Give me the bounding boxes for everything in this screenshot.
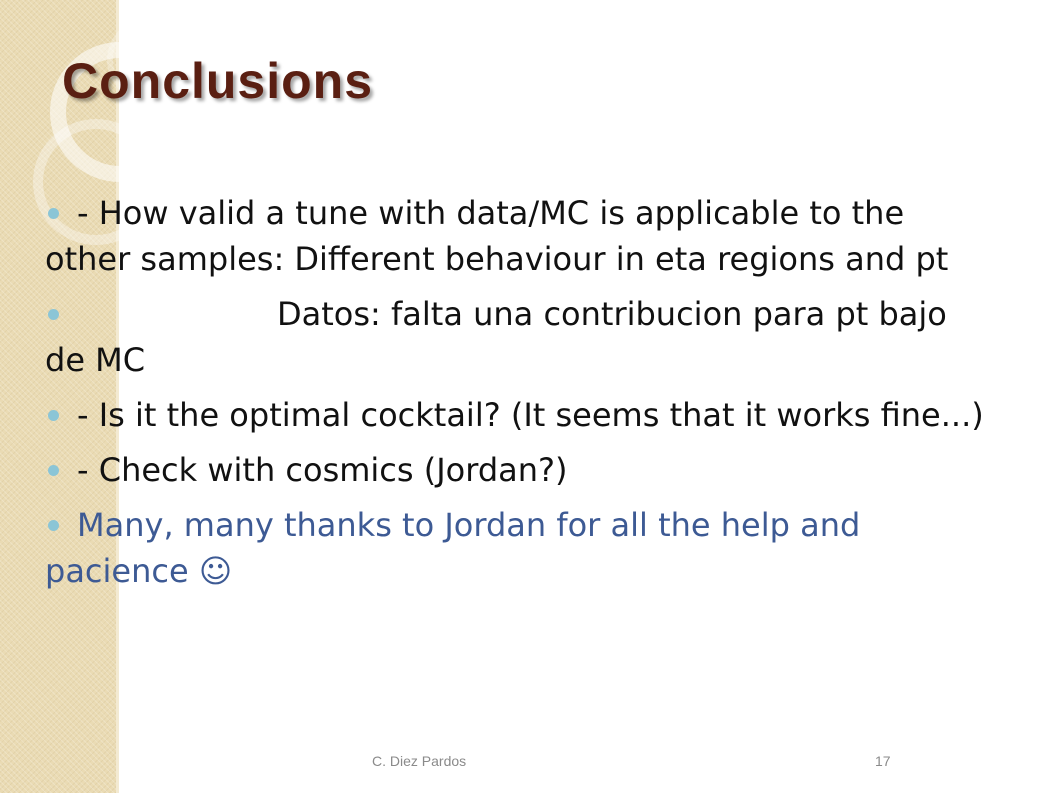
bullet-dot-icon: [48, 208, 59, 219]
bullet-dot-icon: [48, 309, 59, 320]
bullet-item: [45, 291, 985, 383]
bullet-item-thanks: [45, 502, 985, 594]
bullet-dot-icon: [48, 520, 59, 531]
bullet-text: Datos: falta una contribucion para pt bajo de MC: [45, 295, 947, 379]
bullet-text: - Is it the optimal cocktail? (It seems that it works fine...): [77, 396, 984, 434]
bullet-text: Many, many thanks to Jordan for all the help and pacience: [45, 506, 861, 590]
bullet-dot-icon: [48, 410, 59, 421]
bullet-dot-icon: [48, 465, 59, 476]
footer-author: C. Diez Pardos: [372, 753, 467, 769]
smiley-icon: ☺: [198, 552, 233, 590]
bullet-text: - Check with cosmics (Jordan?): [77, 451, 568, 489]
bullet-item: [45, 190, 985, 282]
page-number: 17: [875, 753, 891, 769]
slide-title: Conclusions: [62, 53, 374, 109]
bullet-list: [45, 190, 985, 603]
bullet-text: - How valid a tune with data/MC is applicable to the other samples: Different behaviour in eta regions and pt: [45, 194, 949, 278]
bullet-item: [45, 392, 985, 438]
bullet-item: [45, 447, 985, 493]
